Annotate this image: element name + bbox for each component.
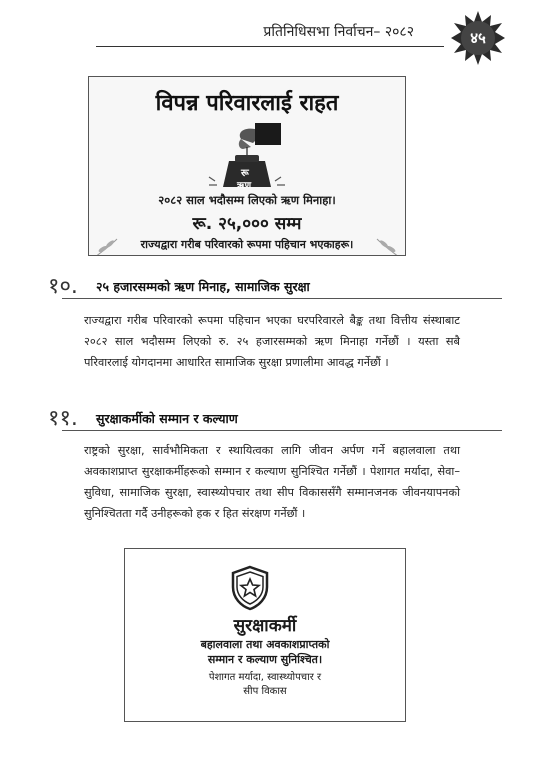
card-note-line: सीप विकास [243, 686, 287, 697]
section-rule [62, 430, 502, 431]
section-body: राज्यद्वारा गरीब परिवारको रूपमा पहिचान भएका घरपरिवारले बैङ्क तथा वित्तीय संस्थाबाट २०८२ साल भदौसम्म लिएको रु. २५ हजारसम्मको ऋण मिनाहा गर्नेछौं । यस्ता सबै परिवारलाई योगदानमा आधारित सामाजिक सुरक्षा प्रणालीमा आवद्ध गर्नेछौं । [84, 314, 460, 369]
banner-amount: रू. २५,००० सम्म [192, 214, 302, 234]
banner-eligibility-line: राज्यद्वारा गरीब परिवारको रूपमा पहिचान भएकाहरू। [140, 238, 354, 251]
coin-symbol: रू [241, 168, 249, 179]
card-note [125, 671, 405, 699]
header-rule [96, 46, 444, 47]
section-rule [62, 298, 502, 299]
card-note-line: पेशागत मर्यादा, स्वास्थ्योपचार र [208, 672, 322, 683]
card-subtitle [125, 637, 405, 667]
header-title: प्रतिनिधिसभा निर्वाचन– २०८२ [263, 24, 414, 40]
banner-waiver-line: २०८२ साल भदौसम्म लिएको ऋण मिनाहा। [158, 193, 336, 207]
section-body: राष्ट्रको सुरक्षा, सार्वभौमिकता र स्थायित्वका लागि जीवन अर्पण गर्ने बहालवाला तथा अवकाशप्राप्त सुरक्षाकर्मीहरूको सम्मान र कल्याण सुनिश्चित गर्नेछौं । पेशागत मर्यादा, सेवा–सुविधा, सामाजिक सुरक्षा, स्वास्थ्योपचार तथा सीप विकाससँगै सम्मानजनक जीवनयापनको सुनिश्चितता गर्दै उनीहरूको हक र हित संरक्षण गर्नेछौं । [84, 444, 460, 520]
section-number: ११. [48, 406, 78, 431]
shield-star-icon [230, 565, 270, 611]
relief-banner [88, 76, 406, 256]
page-number: ४५ [470, 29, 486, 47]
card-subtitle-line: बहालवाला तथा अवकाशप्राप्तको [200, 638, 330, 651]
security-personnel-card [124, 548, 406, 722]
section-number: १०. [48, 274, 78, 299]
section-title: २५ हजारसम्मको ऋण मिनाह, सामाजिक सुरक्षा [96, 279, 310, 294]
card-subtitle-line: सम्मान र कल्याण सुनिश्चित। [207, 653, 323, 666]
page-number-badge [450, 10, 506, 66]
banner-title: विपन्न परिवारलाई राहत [155, 91, 339, 116]
section-title: सुरक्षाकर्मीको सम्मान र कल्याण [96, 411, 238, 426]
card-title: सुरक्षाकर्मी [233, 616, 297, 636]
bag-label: ऋण [237, 181, 252, 191]
